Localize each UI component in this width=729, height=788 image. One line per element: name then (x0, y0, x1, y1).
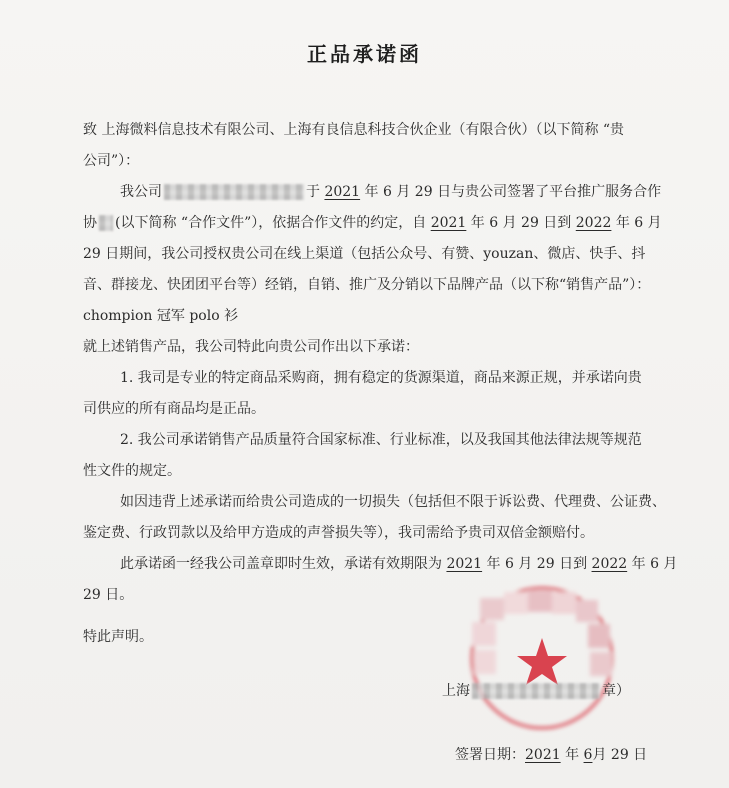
commitment-intro: 就上述销售产品，我公司特此向贵公司作出以下承诺： (83, 339, 419, 355)
product-name: chompion 冠军 polo 衫 (83, 308, 239, 324)
paragraph-1-line-3: 29 日期间，我公司授权贵公司在线上渠道（包括公众号、有赞、youzan、微店、快手、抖 (83, 246, 646, 262)
company-seal (462, 578, 622, 738)
validity-line-2: 29 日。 (83, 587, 134, 603)
commitment-1-line-2: 司供应的所有商品均是正品。 (83, 401, 265, 417)
signature-company: 上海 章） (442, 683, 630, 699)
commitment-1-line-1: 1. 我司是专业的特定商品采购商，拥有稳定的货源渠道，商品来源正规，并承诺向贵 (120, 370, 642, 386)
paragraph-1-line-1: 我公司 于 2021 年 6 月 29 日与贵公司签署了平台推广服务合作 (120, 184, 662, 200)
document-title: 正品承诺函 (307, 42, 422, 66)
paragraph-1-line-4: 音、群接龙、快团团平台等）经销，自销、推广及分销以下品牌产品（以下称“销售产品”）： (83, 277, 651, 293)
validity-line-1: 此承诺函一经我公司盖章即时生效，承诺有效期限为 2021 年 6 月 29 日到 2022 年 6 月 (120, 556, 678, 572)
liability-line-1: 如因违背上述承诺而给贵公司造成的一切损失（包括但不限于诉讼费、代理费、公证费、 (120, 494, 666, 510)
closing-statement: 特此声明。 (83, 629, 153, 645)
seal-star-icon (517, 638, 567, 685)
addressee-line-2: 公司”）： (83, 153, 140, 169)
paragraph-1-line-2: 协 (以下简称 “合作文件”），依据合作文件的约定，自 2021 年 6 月 29 日到 2022 年 6 月 (83, 215, 662, 231)
redacted-signature-company (472, 683, 600, 699)
commitment-2-line-2: 性文件的规定。 (83, 463, 181, 479)
liability-line-2: 鉴定费、行政罚款以及给甲方造成的声誉损失等），我司需给予贵司双倍金额赔付。 (83, 525, 594, 541)
commitment-2-line-1: 2. 我公司承诺销售产品质量符合国家标准、行业标准，以及我国其他法律法规等规范 (120, 432, 642, 448)
addressee-line: 致 上海微料信息技术有限公司、上海有良信息科技合伙企业（有限合伙）（以下简称 “贵 (83, 122, 625, 138)
redacted-company-name (164, 184, 304, 200)
redacted-text (99, 215, 113, 231)
signature-date: 签署日期：2021 年 6月 29 日 (455, 747, 648, 763)
